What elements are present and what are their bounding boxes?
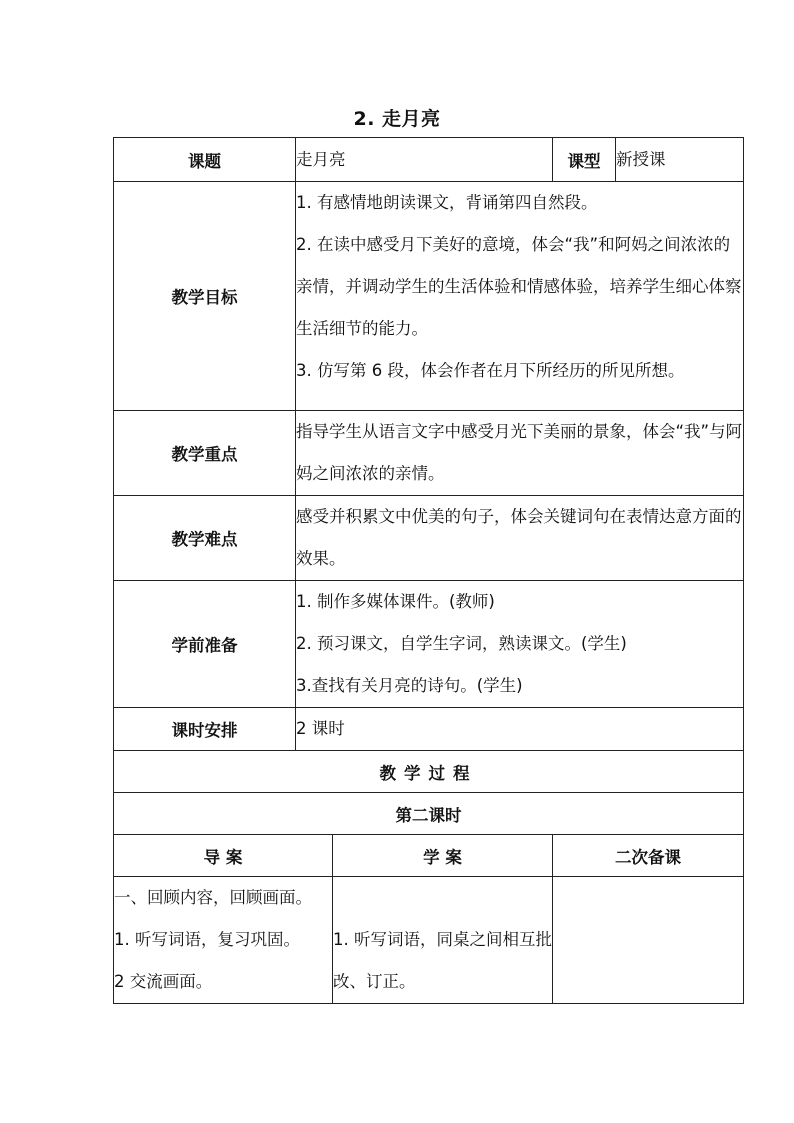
lesson-number-row: [114, 793, 744, 835]
topic-label: 课题: [114, 138, 296, 182]
process-heading: 教学过程: [114, 751, 744, 793]
second-prep-content: [553, 877, 744, 1004]
guide-column-header: 导 案: [114, 835, 333, 877]
study-content: [333, 877, 553, 1004]
topic-row: [114, 138, 744, 182]
document-title: 2. 走月亮: [353, 108, 441, 130]
key-points-label: 教学重点: [114, 411, 296, 496]
key-points-row: [114, 411, 744, 496]
key-points-text: 指导学生从语言文字中感受月光下美丽的景象，体会“我”与阿妈之间浓浓的亲情。: [296, 411, 744, 496]
topic-value: 走月亮: [296, 138, 553, 182]
schedule-row: [114, 708, 744, 751]
guide-content: [114, 877, 333, 1004]
difficulties-label: 教学难点: [114, 496, 296, 581]
goal-item-1: 1. 有感情地朗读课文，背诵第四自然段。: [296, 193, 598, 212]
preparation-row: [114, 581, 744, 708]
guide-item-2: 1. 听写词语，复习巩固。: [114, 930, 300, 949]
difficulties-row: [114, 496, 744, 581]
process-content-row: [114, 877, 744, 1004]
lesson-plan-table: [113, 137, 744, 1004]
second-prep-column-header: 二次备课: [553, 835, 744, 877]
goals-content: [296, 182, 744, 411]
difficulties-text: 感受并积累文中优美的句子，体会关键词句在表情达意方面的效果。: [296, 496, 744, 581]
goals-row: [114, 182, 744, 411]
preparation-item-3: 3.查找有关月亮的诗句。(学生): [296, 676, 523, 695]
study-item-2: 1. 听写词语，同桌之间相互批改、订正。: [333, 930, 552, 991]
guide-item-1: 一、回顾内容，回顾画面。: [114, 888, 312, 907]
lesson-number: 第二课时: [114, 793, 744, 835]
lesson-type-value: 新授课: [616, 138, 744, 182]
study-item-1: [333, 877, 552, 919]
preparation-label: 学前准备: [114, 581, 296, 708]
process-heading-row: [114, 751, 744, 793]
guide-item-3: 2 交流画面。: [114, 972, 213, 991]
goal-item-2: 2. 在读中感受月下美好的意境，体会“我”和阿妈之间浓浓的亲情，并调动学生的生活体验和情感体验，培养学生细心体察生活细节的能力。: [296, 235, 742, 338]
preparation-content: [296, 581, 744, 708]
preparation-item-2: 2. 预习课文，自学生字词，熟读课文。(学生): [296, 634, 627, 653]
process-columns-row: [114, 835, 744, 877]
goals-label: 教学目标: [114, 182, 296, 411]
goal-item-3: 3. 仿写第 6 段，体会作者在月下所经历的所见所想。: [296, 361, 685, 380]
study-column-header: 学 案: [333, 835, 553, 877]
preparation-item-1: 1. 制作多媒体课件。(教师): [296, 592, 495, 611]
lesson-type-label: 课型: [553, 138, 616, 182]
schedule-label: 课时安排: [114, 708, 296, 751]
schedule-value: 2 课时: [296, 708, 744, 751]
